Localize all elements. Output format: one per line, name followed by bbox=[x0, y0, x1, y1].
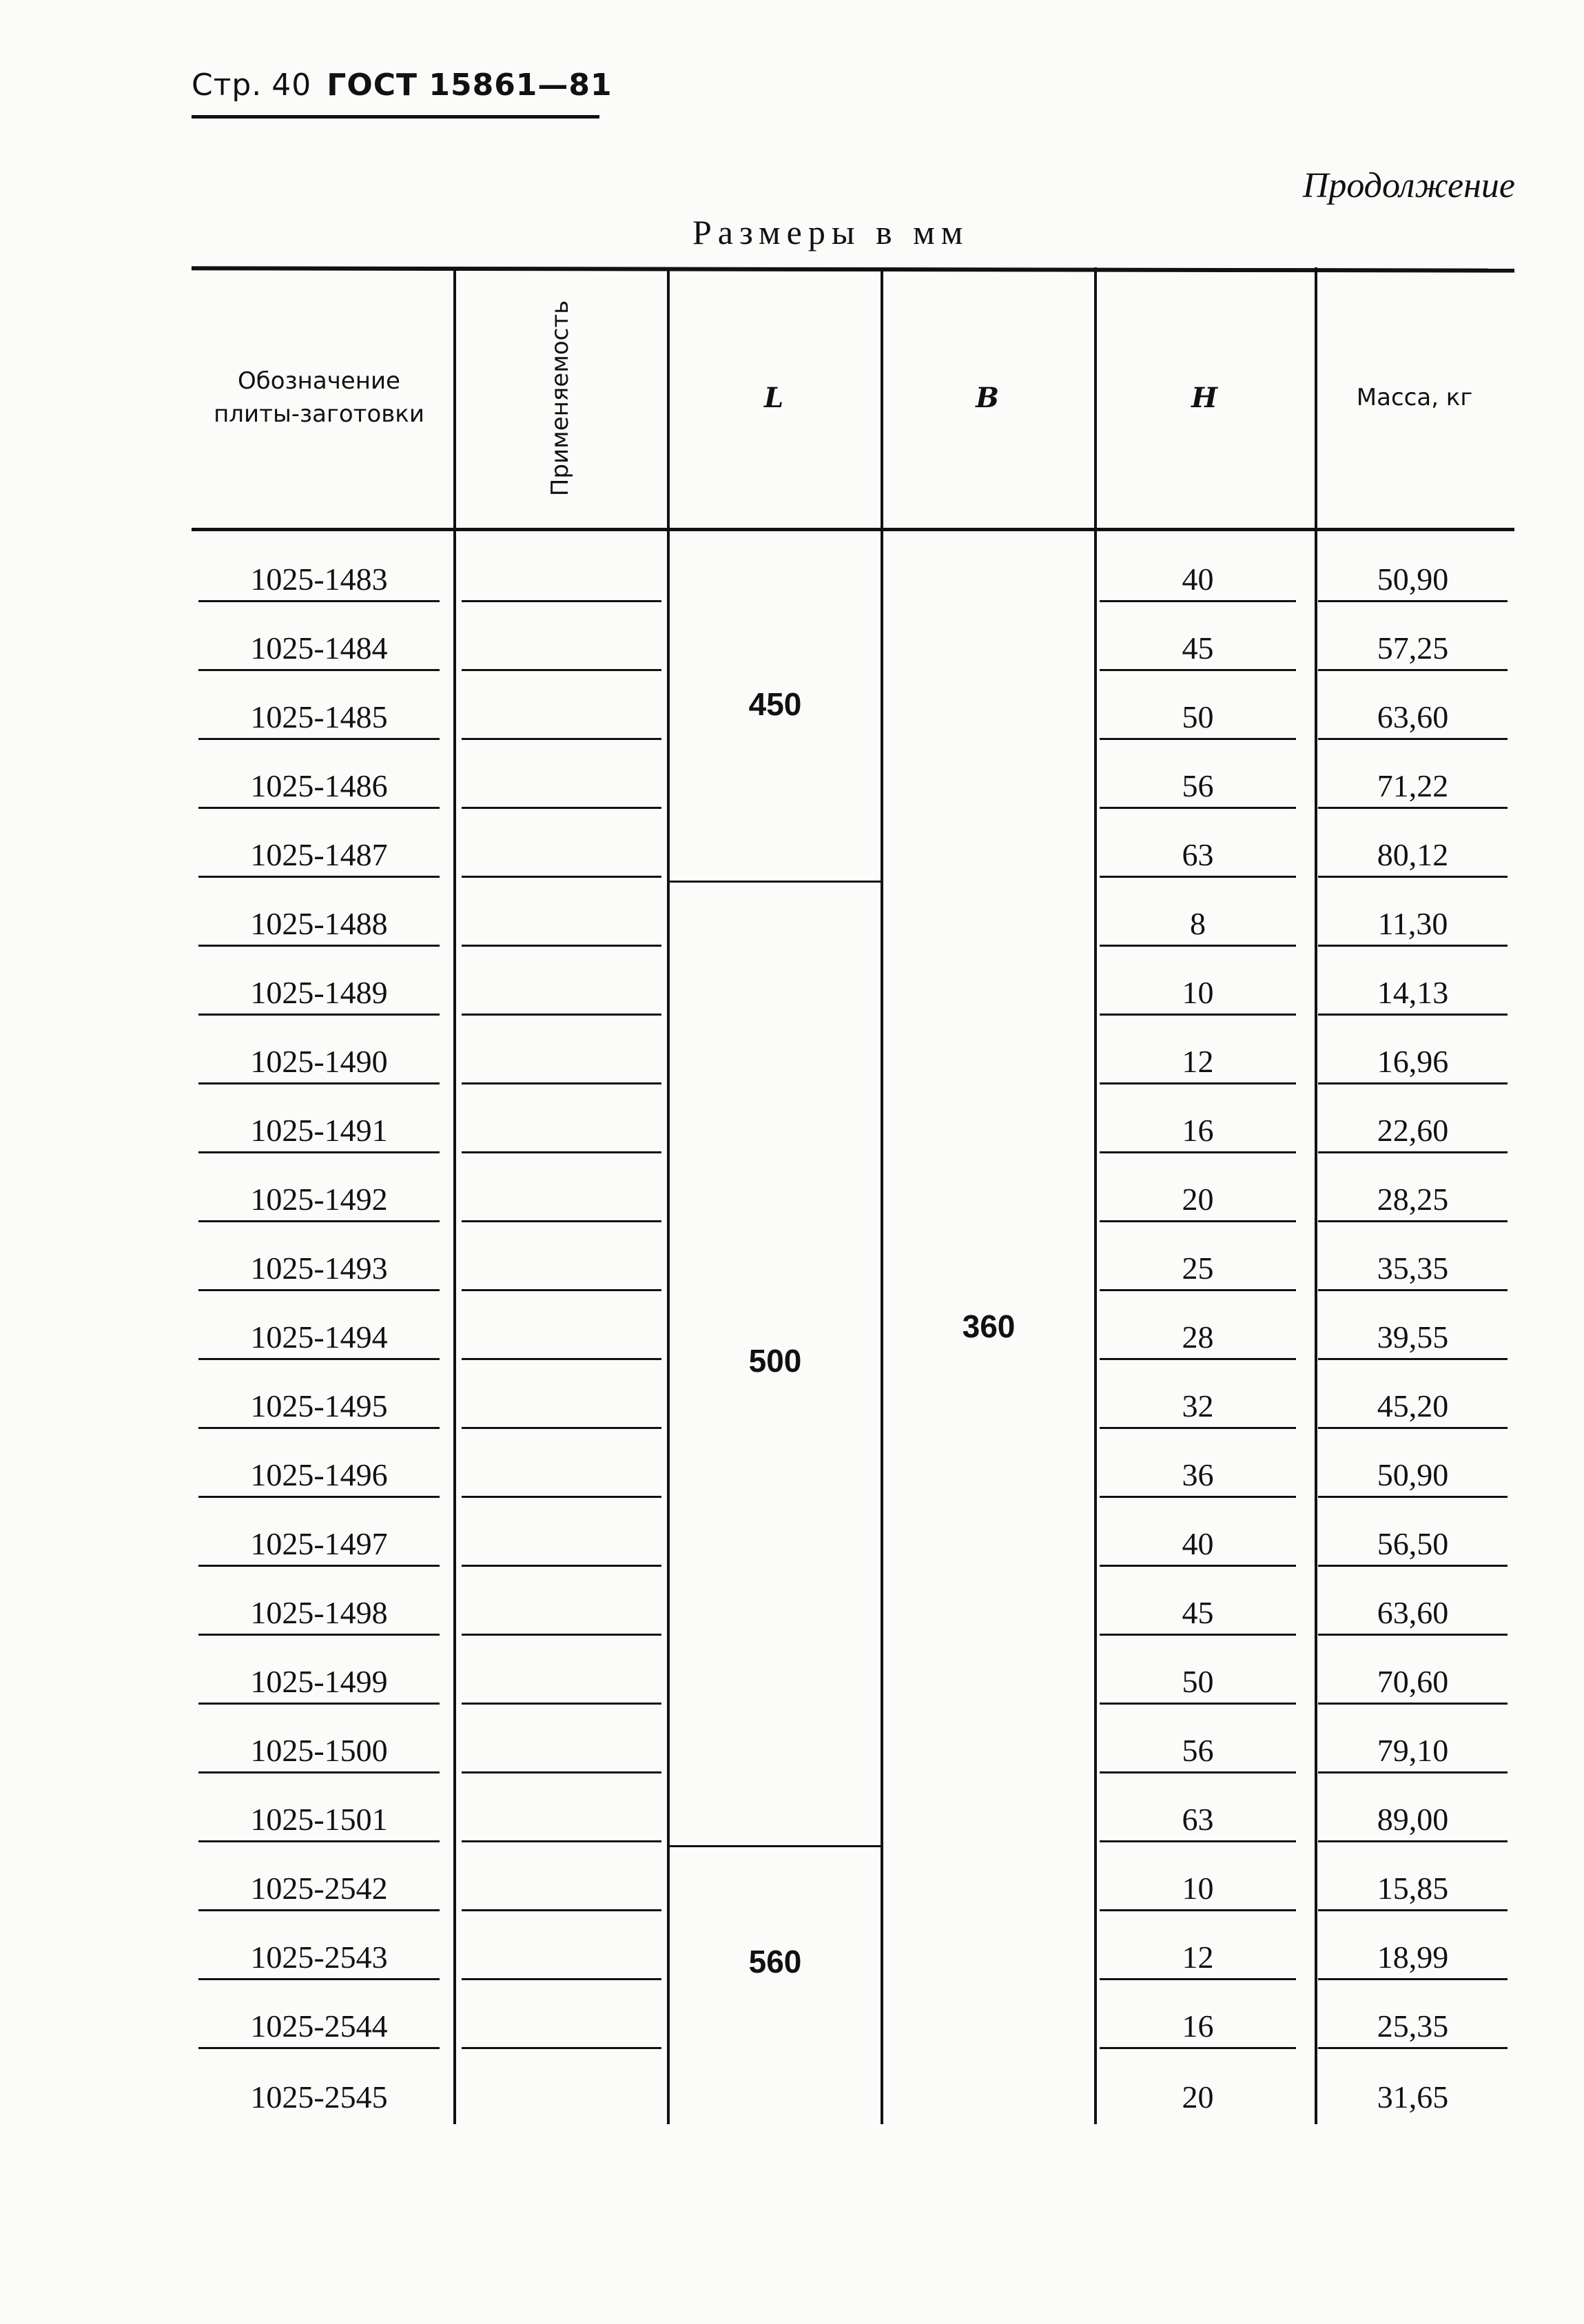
applicability-cell bbox=[462, 1703, 661, 1705]
units-caption: Размеры в мм bbox=[692, 213, 969, 251]
applicability-cell bbox=[462, 1840, 661, 1842]
L-value-500: 500 bbox=[748, 1343, 802, 1379]
designation-cell: 1025-1485 bbox=[198, 699, 440, 740]
mass-cell: 50,90 bbox=[1318, 1457, 1508, 1498]
H-cell: 50 bbox=[1100, 1663, 1296, 1705]
table-row bbox=[192, 1984, 1514, 2053]
applicability-cell bbox=[462, 2047, 661, 2049]
designation-cell: 1025-1488 bbox=[198, 905, 440, 947]
page-prefix: Стр. bbox=[192, 68, 263, 103]
continued-label: Продолжение bbox=[1302, 166, 1515, 205]
B-value-360: 360 bbox=[962, 1308, 1016, 1344]
page-header bbox=[192, 68, 613, 119]
mass-cell: 89,00 bbox=[1318, 1801, 1508, 1842]
H-cell: 40 bbox=[1100, 561, 1296, 602]
designation-cell: 1025-1498 bbox=[198, 1594, 440, 1636]
applicability-cell bbox=[462, 1427, 661, 1429]
table-row bbox=[192, 1089, 1514, 1158]
designation-cell: 1025-1490 bbox=[198, 1043, 440, 1084]
mass-cell: 63,60 bbox=[1318, 699, 1508, 740]
header-L bbox=[667, 267, 881, 529]
mass-cell: 14,13 bbox=[1318, 974, 1508, 1016]
designation-cell: 1025-1493 bbox=[198, 1250, 440, 1291]
mass-cell: 15,85 bbox=[1318, 1870, 1508, 1911]
applicability-cell bbox=[462, 1082, 661, 1084]
applicability-cell bbox=[462, 945, 661, 947]
designation-cell: 1025-2544 bbox=[198, 2008, 440, 2049]
H-cell: 56 bbox=[1100, 1732, 1296, 1773]
applicability-cell bbox=[462, 600, 661, 602]
mass-cell: 71,22 bbox=[1318, 768, 1508, 809]
H-cell: 20 bbox=[1100, 1181, 1296, 1222]
H-cell: 10 bbox=[1100, 974, 1296, 1016]
L-value-560: 560 bbox=[748, 1944, 802, 1979]
mass-cell: 25,35 bbox=[1318, 2008, 1508, 2049]
applicability-cell bbox=[462, 807, 661, 809]
applicability-cell bbox=[462, 1496, 661, 1498]
table-row bbox=[192, 882, 1514, 951]
applicability-cell bbox=[462, 738, 661, 740]
applicability-cell bbox=[462, 1151, 661, 1153]
table-row bbox=[192, 1020, 1514, 1089]
applicability-cell bbox=[462, 1634, 661, 1636]
header-B-text: B bbox=[976, 382, 999, 414]
H-cell: 8 bbox=[1100, 905, 1296, 947]
H-cell: 45 bbox=[1100, 1594, 1296, 1636]
designation-cell: 1025-1484 bbox=[198, 630, 440, 671]
table-row bbox=[192, 1502, 1514, 1571]
mass-cell: 11,30 bbox=[1318, 905, 1508, 947]
H-cell: 50 bbox=[1100, 699, 1296, 740]
designation-cell: 1025-1494 bbox=[198, 1319, 440, 1360]
mass-cell: 18,99 bbox=[1318, 1939, 1508, 1980]
mass-cell: 79,10 bbox=[1318, 1732, 1508, 1773]
H-cell: 25 bbox=[1100, 1250, 1296, 1291]
designation-cell: 1025-1500 bbox=[198, 1732, 440, 1773]
header-applicability bbox=[453, 267, 667, 529]
table-row bbox=[192, 1778, 1514, 1847]
header-mass-text: Масса, кг bbox=[1356, 384, 1473, 412]
designation-cell: 1025-2545 bbox=[250, 2079, 388, 2115]
applicability-cell bbox=[462, 876, 661, 878]
mass-cell: 50,90 bbox=[1318, 561, 1508, 602]
mass-cell: 28,25 bbox=[1318, 1181, 1508, 1222]
H-cell: 56 bbox=[1100, 768, 1296, 809]
H-cell: 16 bbox=[1100, 2008, 1296, 2049]
table-row bbox=[192, 1433, 1514, 1502]
header-H-text: H bbox=[1191, 382, 1217, 414]
header-designation bbox=[192, 267, 446, 529]
table-row bbox=[192, 744, 1514, 813]
table-row bbox=[192, 951, 1514, 1020]
applicability-cell bbox=[462, 1014, 661, 1016]
applicability-cell bbox=[462, 1289, 661, 1291]
mass-cell: 70,60 bbox=[1318, 1663, 1508, 1705]
designation-cell: 1025-1487 bbox=[198, 836, 440, 878]
mass-cell: 80,12 bbox=[1318, 836, 1508, 878]
H-cell: 63 bbox=[1100, 836, 1296, 878]
mass-cell: 56,50 bbox=[1318, 1525, 1508, 1567]
standard-number: ГОСТ 15861—81 bbox=[327, 68, 613, 103]
H-cell: 63 bbox=[1100, 1801, 1296, 1842]
table-row bbox=[192, 1226, 1514, 1295]
designation-cell: 1025-1497 bbox=[198, 1525, 440, 1567]
header-applicability-text: Применяемость bbox=[546, 300, 574, 497]
applicability-cell bbox=[462, 1565, 661, 1567]
H-cell: 16 bbox=[1100, 1112, 1296, 1153]
designation-cell: 1025-2543 bbox=[198, 1939, 440, 1980]
page-number: 40 bbox=[271, 68, 312, 103]
applicability-cell bbox=[462, 1220, 661, 1222]
table-row bbox=[192, 537, 1514, 606]
designation-cell: 1025-1499 bbox=[198, 1663, 440, 1705]
H-cell: 20 bbox=[1182, 2079, 1214, 2115]
H-cell: 10 bbox=[1100, 1870, 1296, 1911]
designation-cell: 1025-1496 bbox=[198, 1457, 440, 1498]
H-cell: 28 bbox=[1100, 1319, 1296, 1360]
table-row bbox=[192, 606, 1514, 675]
H-cell: 32 bbox=[1100, 1388, 1296, 1429]
applicability-cell bbox=[462, 1978, 661, 1980]
header-H bbox=[1094, 267, 1315, 529]
H-cell: 12 bbox=[1100, 1939, 1296, 1980]
header-B bbox=[881, 267, 1094, 529]
designation-cell: 1025-2542 bbox=[198, 1870, 440, 1911]
mass-cell: 57,25 bbox=[1318, 630, 1508, 671]
applicability-cell bbox=[462, 1909, 661, 1911]
designation-cell: 1025-1489 bbox=[198, 974, 440, 1016]
header-mass bbox=[1315, 267, 1514, 529]
H-cell: 12 bbox=[1100, 1043, 1296, 1084]
table-row bbox=[192, 1709, 1514, 1778]
table-row bbox=[192, 1640, 1514, 1709]
table-row bbox=[192, 1571, 1514, 1640]
mass-cell: 35,35 bbox=[1318, 1250, 1508, 1291]
mass-cell: 31,65 bbox=[1377, 2079, 1449, 2115]
table-row bbox=[192, 1158, 1514, 1226]
mass-cell: 22,60 bbox=[1318, 1112, 1508, 1153]
H-cell: 45 bbox=[1100, 630, 1296, 671]
L-group-divider-2 bbox=[670, 1845, 881, 1847]
mass-cell: 16,96 bbox=[1318, 1043, 1508, 1084]
table-row bbox=[192, 1847, 1514, 1915]
H-cell: 36 bbox=[1100, 1457, 1296, 1498]
applicability-cell bbox=[462, 1358, 661, 1360]
table-row bbox=[192, 2053, 1514, 2122]
designation-cell: 1025-1486 bbox=[198, 768, 440, 809]
mass-cell: 45,20 bbox=[1318, 1388, 1508, 1429]
applicability-cell bbox=[462, 1771, 661, 1773]
H-cell: 40 bbox=[1100, 1525, 1296, 1567]
L-value-450: 450 bbox=[748, 686, 802, 722]
designation-cell: 1025-1491 bbox=[198, 1112, 440, 1153]
designation-cell: 1025-1492 bbox=[198, 1181, 440, 1222]
header-designation-text: Обозначение плиты-заготовки bbox=[214, 367, 424, 428]
L-group-divider-1 bbox=[670, 881, 881, 883]
designation-cell: 1025-1495 bbox=[198, 1388, 440, 1429]
mass-cell: 63,60 bbox=[1318, 1594, 1508, 1636]
applicability-cell bbox=[462, 669, 661, 671]
designation-cell: 1025-1501 bbox=[198, 1801, 440, 1842]
table-row bbox=[192, 813, 1514, 882]
mass-cell: 39,55 bbox=[1318, 1319, 1508, 1360]
designation-cell: 1025-1483 bbox=[198, 561, 440, 602]
header-L-text: L bbox=[763, 382, 784, 414]
dimensions-table bbox=[192, 267, 1514, 2124]
